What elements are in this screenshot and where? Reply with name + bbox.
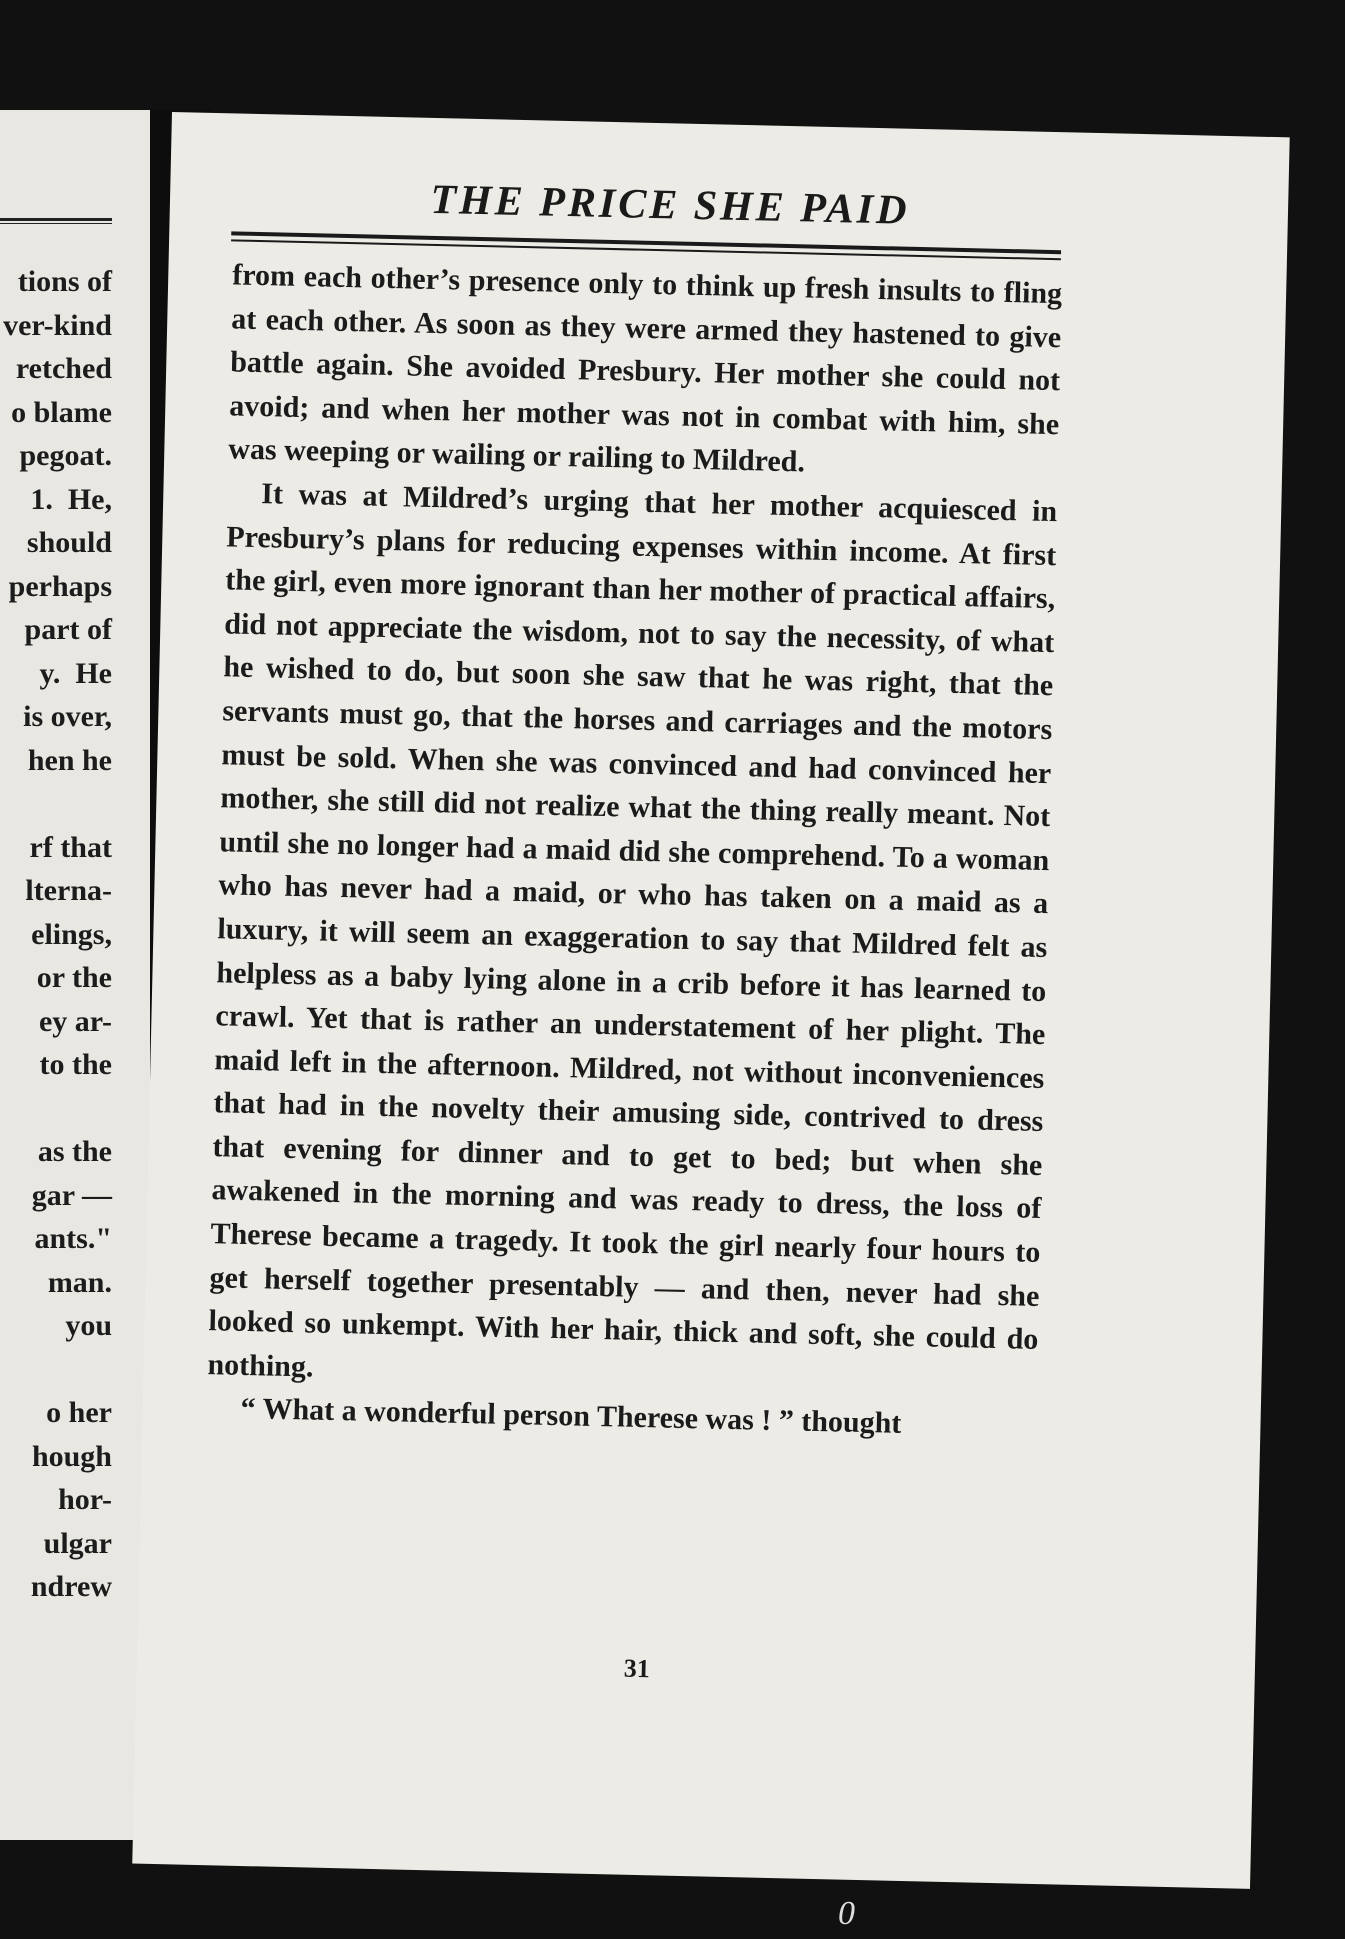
book-page bbox=[132, 112, 1289, 1889]
facing-page-line: ver-kind bbox=[3, 308, 112, 342]
facing-page-line: tions of bbox=[17, 265, 112, 298]
facing-page-line: ndrew bbox=[30, 1570, 112, 1603]
facing-page-line: pegoat. bbox=[19, 439, 112, 472]
facing-page-line: y. He bbox=[39, 656, 112, 690]
facing-page-line: to the bbox=[39, 1048, 112, 1081]
page-number: 31 bbox=[623, 1653, 651, 1684]
facing-page-line bbox=[3, 1348, 112, 1392]
facing-page-line: o her bbox=[46, 1396, 112, 1429]
running-head: THE PRICE SHE PAID bbox=[429, 176, 911, 234]
facing-page-line: as the bbox=[37, 1135, 112, 1168]
facing-page-line bbox=[3, 782, 112, 826]
facing-page-line: hor- bbox=[58, 1483, 112, 1516]
facing-page-line: man. bbox=[47, 1265, 112, 1299]
facing-page-line: you bbox=[65, 1309, 112, 1342]
facing-page-line: gar — bbox=[31, 1178, 112, 1212]
facing-page-line: hough bbox=[31, 1439, 112, 1473]
facing-page-line: 1. He, bbox=[30, 482, 112, 516]
facing-page-line: retched bbox=[15, 352, 112, 385]
facing-page-line: ulgar bbox=[43, 1526, 112, 1560]
facing-page-line: should bbox=[26, 526, 112, 559]
facing-page-line: or the bbox=[36, 961, 112, 994]
facing-page-line: ey ar- bbox=[38, 1004, 112, 1038]
facing-page-line: lterna- bbox=[25, 874, 112, 907]
page-body bbox=[206, 253, 1062, 1449]
facing-page-line: is over, bbox=[23, 700, 112, 733]
facing-page-line: rf that bbox=[29, 830, 112, 864]
facing-page-header-rule bbox=[0, 218, 112, 224]
facing-page-line: elings, bbox=[31, 917, 112, 951]
facing-page-line bbox=[3, 1087, 112, 1131]
paragraph-2: It was at Mildred’s urging that her mother acquiesced in Presbury’s plans for reducing expenses within income. At first the girl, even more ignorant than her mother of practical affairs, did not appreciate the wisdom, not to say the necessity, of what he wished to do, but soon she saw that he was right, that the servants must go, that the horses and carriages and the motors must be sold. When she was convinced and had convinced her mother, she still did not realize what the thing really meant. Not until she no longer had a maid did she comprehend. To a woman who has never had a maid, or who has taken on a maid as a luxury, it will seem an exaggeration to say that Mildred felt as helpless as a baby lying alone in a crib before it has learned to crawl. Yet that is rather an understatement of her plight. The maid left in the afternoon. Mildred, not without inconveniences that had in the novelty their amusing side, contrived to dress that evening for dinner and to get to bed; but when she awakened in the morning and was ready to dress, the loss of Therese became a tragedy. It took the girl nearly four hours to get herself together presentably — and then, never had she looked so unkempt. With her hair, thick and soft, she could do nothing. bbox=[207, 477, 1058, 1384]
facing-page-text bbox=[3, 260, 112, 1609]
facing-page-left bbox=[0, 110, 150, 1840]
facing-page-line: hen he bbox=[27, 743, 112, 777]
facing-page-line: ants." bbox=[34, 1222, 112, 1255]
paragraph-3: “ What a wonderful person Therese was ! ” thought bbox=[240, 1392, 902, 1441]
paragraph-1: from each other’s presence only to think up fresh insults to fling at each other. As soon as they were armed they hastened to give battle again. She avoided Presbury. Her mother she could not avoid; and when her mother was not in combat with him, she was weeping or wailing or railing to Mildred. bbox=[227, 258, 1063, 479]
facing-page-line: part of bbox=[24, 613, 112, 646]
facing-page-line: o blame bbox=[11, 395, 112, 429]
scan-mark: 0 bbox=[838, 1895, 855, 1932]
facing-page-line: perhaps bbox=[8, 569, 112, 603]
